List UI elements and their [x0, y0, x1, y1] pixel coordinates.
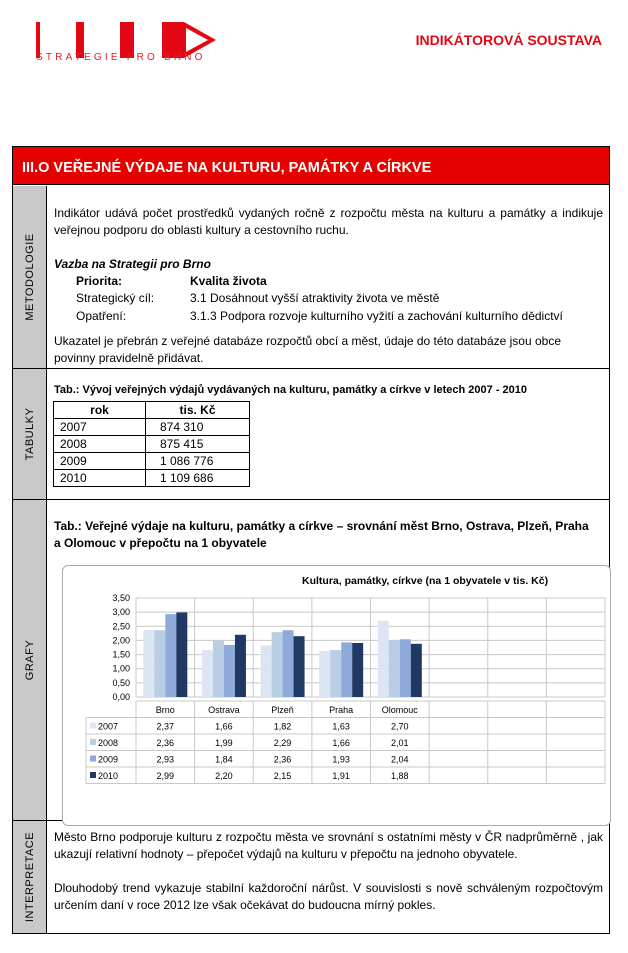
- x-category-label: Ostrava: [208, 705, 240, 715]
- bar-olomouc-2009: [400, 639, 411, 697]
- bar-chart: [62, 565, 611, 826]
- measure-label: Opatření:: [76, 309, 127, 323]
- y-tick-label: 3,00: [112, 607, 130, 618]
- value-cell: 1 109 686: [146, 470, 250, 487]
- year-cell: 2008: [54, 436, 146, 453]
- sidebar-label: TABULKY: [23, 407, 36, 461]
- data-label: 1,82: [273, 721, 292, 732]
- table-row: [54, 470, 250, 487]
- bar-brno-2008: [154, 630, 165, 697]
- metodologie-intro: Indikátor udává počet prostředků vydaných ročně z rozpočtu města na kulturu a památky a indikuje veřejnou podporu do oblasti kultury a cestovního ruchu.: [54, 206, 603, 237]
- y-tick-label: 0,00: [112, 692, 130, 702]
- data-label: 2,20: [215, 771, 233, 781]
- year-cell: 2009: [54, 453, 146, 470]
- legend-label-2010: 2010: [98, 771, 119, 781]
- data-label: 1,93: [332, 754, 350, 765]
- bar-plzeň-2010: [294, 636, 305, 697]
- table-row: [54, 419, 250, 436]
- interpretation-paragraph-2: Dlouhodobý trend vykazuje stabilní každoroční nárůst. V souvislosti s nově schváleným rozpočtovým určením daní v roce 2012 lze však očekávat do budoucna mírný pokles.: [54, 881, 603, 912]
- data-label: 2,15: [273, 771, 292, 781]
- chart-caption: Tab.: Veřejné výdaje na kulturu, památky a církve – srovnání měst Brno, Ostrava, Plzeň, Praha a Olomouc v přepočtu na 1 obyvatele: [54, 519, 589, 550]
- x-category-label: Praha: [329, 705, 354, 715]
- bar-ostrava-2008: [213, 641, 224, 697]
- bar-praha-2008: [330, 650, 341, 697]
- priorita-label: Priorita:: [76, 274, 123, 288]
- bar-ostrava-2010: [235, 635, 246, 697]
- data-source-note: Ukazatel je přebrán z veřejné databáze rozpočtů obcí a měst, údaje do této databáze jsou obce povinny pravidelně přidávat.: [54, 334, 561, 365]
- legend-label-2009: 2009: [98, 754, 119, 765]
- strategic-goal-label: Strategický cíl:: [76, 291, 155, 305]
- data-label: 2,36: [273, 754, 292, 765]
- data-label: 1,84: [215, 754, 233, 765]
- data-label: 1,91: [332, 771, 350, 781]
- y-tick-label: 1,00: [112, 663, 130, 674]
- column-header: rok: [54, 402, 146, 419]
- sidebar-label: INTERPRETACE: [23, 831, 36, 923]
- sidebar-interpretace: [13, 821, 47, 933]
- x-category-label: Olomouc: [381, 705, 418, 715]
- year-cell: 2007: [54, 419, 146, 436]
- measure-value: 3.1.3 Podpora rozvoje kulturního vyžití a zachování kulturního dědictví: [190, 309, 563, 323]
- sidebar-grafy: [13, 500, 47, 820]
- data-label: 2,99: [156, 771, 175, 781]
- bar-brno-2007: [143, 630, 154, 697]
- y-tick-label: 3,50: [112, 593, 130, 603]
- legend-label-2007: 2007: [98, 721, 119, 732]
- sidebar-label: GRAFY: [23, 639, 36, 681]
- legend-key-2010: [90, 772, 96, 778]
- expenditure-table: [53, 401, 250, 487]
- data-label: 2,93: [156, 754, 175, 765]
- table-row: [54, 436, 250, 453]
- bar-ostrava-2009: [224, 645, 235, 697]
- value-cell: 874 310: [146, 419, 250, 436]
- divider: [13, 368, 609, 369]
- sidebar-tabulky: [13, 369, 47, 499]
- bar-praha-2009: [341, 642, 352, 697]
- bar-praha-2010: [352, 643, 363, 697]
- bar-brno-2009: [165, 614, 176, 697]
- priorita-value: Kvalita života: [190, 274, 267, 288]
- vazba-heading: Vazba na Strategii pro Brno: [54, 257, 211, 271]
- section-title: III.O VEŘEJNÉ VÝDAJE NA KULTURU, PAMÁTKY A CÍRKVE: [22, 160, 432, 176]
- document-title: INDIKÁTOROVÁ SOUSTAVA: [415, 32, 602, 48]
- value-cell: 875 415: [146, 436, 250, 453]
- chart-title: Kultura, památky, církve (na 1 obyvatele v tis. Kč): [302, 575, 549, 587]
- x-category-label: Brno: [155, 705, 175, 715]
- bar-plzeň-2009: [283, 630, 294, 697]
- data-label: 1,63: [332, 721, 350, 732]
- bar-praha-2007: [319, 651, 330, 697]
- strategic-goal-value: 3.1 Dosáhnout vyšší atraktivity života ve městě: [190, 291, 440, 305]
- sidebar-label: METODOLOGIE: [23, 233, 36, 321]
- bar-olomouc-2010: [411, 644, 422, 697]
- data-label: 1,99: [215, 738, 233, 748]
- bar-olomouc-2007: [378, 621, 389, 697]
- table-row: [54, 453, 250, 470]
- divider: [13, 499, 609, 500]
- interpretation-paragraph-1: Město Brno podporuje kulturu z rozpočtu města ve srovnání s ostatními městy v ČR nadprůměrně , jak ukazují relativní hodnoty – přepočet výdajů na kulturu v přepočtu na jednoho obyvatele.: [54, 830, 603, 861]
- data-label: 2,37: [156, 721, 175, 732]
- bar-plzeň-2007: [261, 646, 272, 697]
- table-header-row: [54, 402, 250, 419]
- y-tick-label: 2,50: [112, 621, 130, 632]
- bar-brno-2010: [176, 612, 187, 697]
- value-cell: 1 086 776: [146, 453, 250, 470]
- column-header: tis. Kč: [146, 402, 250, 419]
- x-category-label: Plzeň: [271, 705, 294, 715]
- data-label: 2,36: [156, 738, 175, 748]
- bar-ostrava-2007: [202, 650, 213, 697]
- data-label: 2,29: [273, 738, 292, 748]
- bar-olomouc-2008: [389, 640, 400, 697]
- y-tick-label: 1,50: [112, 649, 130, 660]
- sidebar-metodologie: [13, 186, 47, 368]
- y-tick-label: 0,50: [112, 677, 130, 688]
- legend-label-2008: 2008: [98, 738, 119, 748]
- data-label: 2,70: [391, 721, 409, 732]
- y-tick-label: 2,00: [112, 635, 130, 646]
- year-cell: 2010: [54, 470, 146, 487]
- data-label: 1,66: [332, 738, 350, 748]
- data-label: 2,04: [391, 754, 409, 765]
- logo-text: STRATEGIE PRO BRNO: [36, 52, 206, 63]
- legend-key-2007: [90, 723, 96, 729]
- legend-key-2008: [90, 739, 96, 745]
- bar-plzeň-2008: [272, 632, 283, 697]
- data-label: 2,01: [391, 738, 409, 748]
- legend-key-2009: [90, 756, 96, 762]
- data-label: 1,66: [215, 721, 233, 732]
- table-caption: Tab.: Vývoj veřejných výdajů vydávaných na kulturu, památky a církve v letech 2007 - 2010: [54, 384, 528, 396]
- data-label: 1,88: [391, 771, 409, 781]
